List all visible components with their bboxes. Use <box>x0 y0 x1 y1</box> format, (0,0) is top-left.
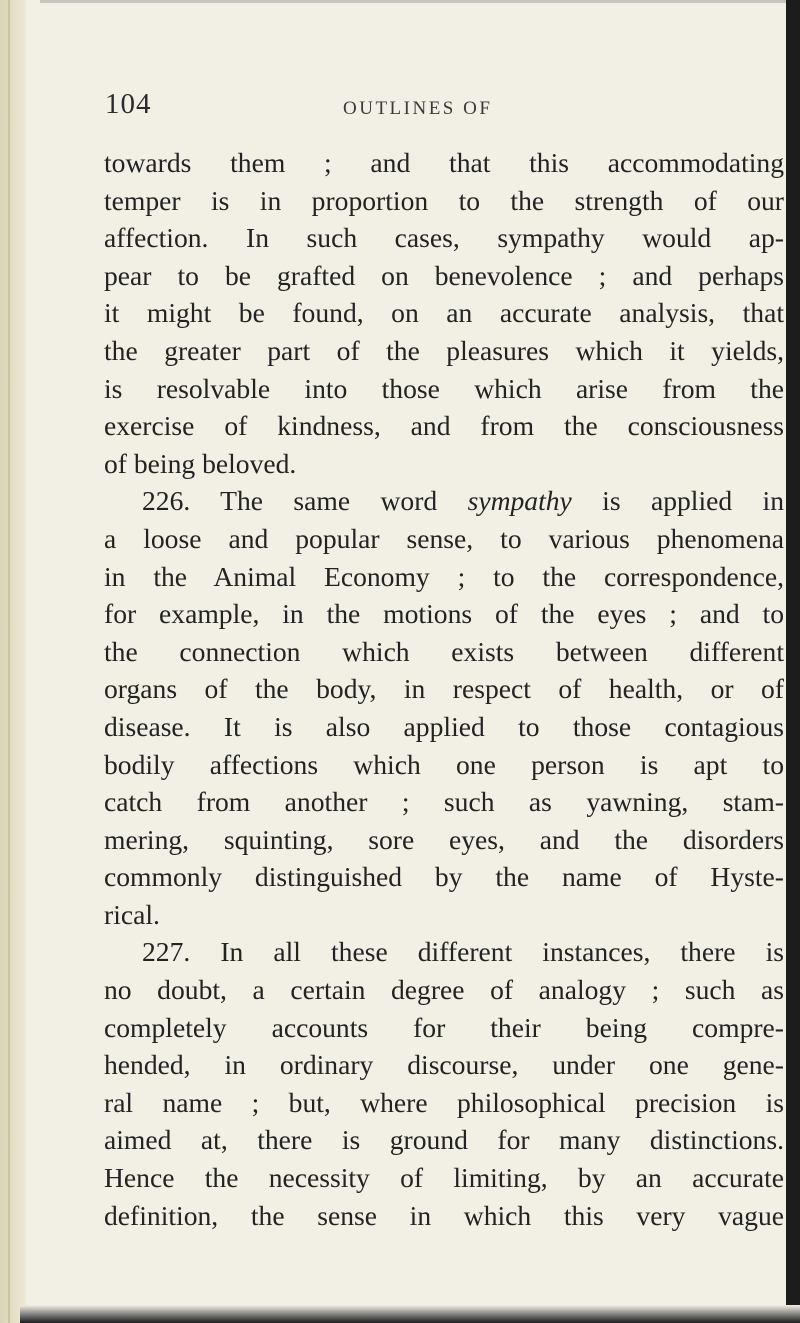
text-line: temper is in proportion to the strength of our <box>104 184 784 216</box>
text-line: it might be found, on an accurate analysis, that <box>104 297 784 329</box>
italic-term-sympathy: sympathy <box>467 485 572 517</box>
text-line: bodily affections which one person is apt to <box>104 748 784 780</box>
text-line: commonly distinguished by the name of Hyste- <box>104 861 784 893</box>
bottom-scan-border <box>20 1305 800 1323</box>
paragraph-226-first-line <box>104 482 784 520</box>
body-text <box>104 144 784 1234</box>
text-line: a loose and popular sense, to various phenomena <box>104 522 784 554</box>
text-line: towards them ; and that this accommodating <box>104 147 784 178</box>
text-line: in the Animal Economy ; to the correspondence, <box>104 560 784 592</box>
text-line: ral name ; but, where philosophical precision is <box>104 1086 784 1118</box>
text-segment: 226. The same word <box>142 485 438 517</box>
page-number: 104 <box>105 88 152 120</box>
paragraph-end-line: of being beloved. <box>104 447 297 479</box>
top-edge <box>40 0 786 3</box>
page-header <box>105 88 795 128</box>
text-line: aimed at, there is ground for many distinctions. <box>104 1124 784 1156</box>
right-scan-border <box>786 0 800 1323</box>
text-line: affection. In such cases, sympathy would ap- <box>104 222 784 254</box>
paragraph-end-line: rical. <box>104 898 160 930</box>
text-line: mering, squinting, sore eyes, and the disorders <box>104 823 784 855</box>
text-line: Hence the necessity of limiting, by an accurate <box>104 1162 784 1194</box>
text-line: the connection which exists between different <box>104 635 784 667</box>
text-line: for example, in the motions of the eyes ; and to <box>104 598 784 630</box>
text-segment: is applied in <box>602 485 784 517</box>
text-line: the greater part of the pleasures which it yields, <box>104 334 784 366</box>
text-line: hended, in ordinary discourse, under one gene- <box>104 1049 784 1081</box>
text-line: completely accounts for their being compre- <box>104 1011 784 1043</box>
running-head: OUTLINES OF <box>343 98 493 119</box>
text-line: catch from another ; such as yawning, stam- <box>104 786 784 818</box>
gutter-line <box>8 0 10 1323</box>
text-line: no doubt, a certain degree of analogy ; such as <box>104 974 784 1006</box>
text-line: disease. It is also applied to those contagious <box>104 710 784 742</box>
text-line: pear to be grafted on benevolence ; and perhaps <box>104 259 784 291</box>
text-line: is resolvable into those which arise from the <box>104 372 784 404</box>
text-line: organs of the body, in respect of health, or of <box>104 673 784 705</box>
text-line: definition, the sense in which this very vague <box>104 1199 784 1231</box>
page-gutter <box>0 0 26 1323</box>
paragraph-227-first-line: 227. In all these different instances, there is <box>142 936 784 968</box>
text-line: exercise of kindness, and from the consciousness <box>104 410 784 442</box>
